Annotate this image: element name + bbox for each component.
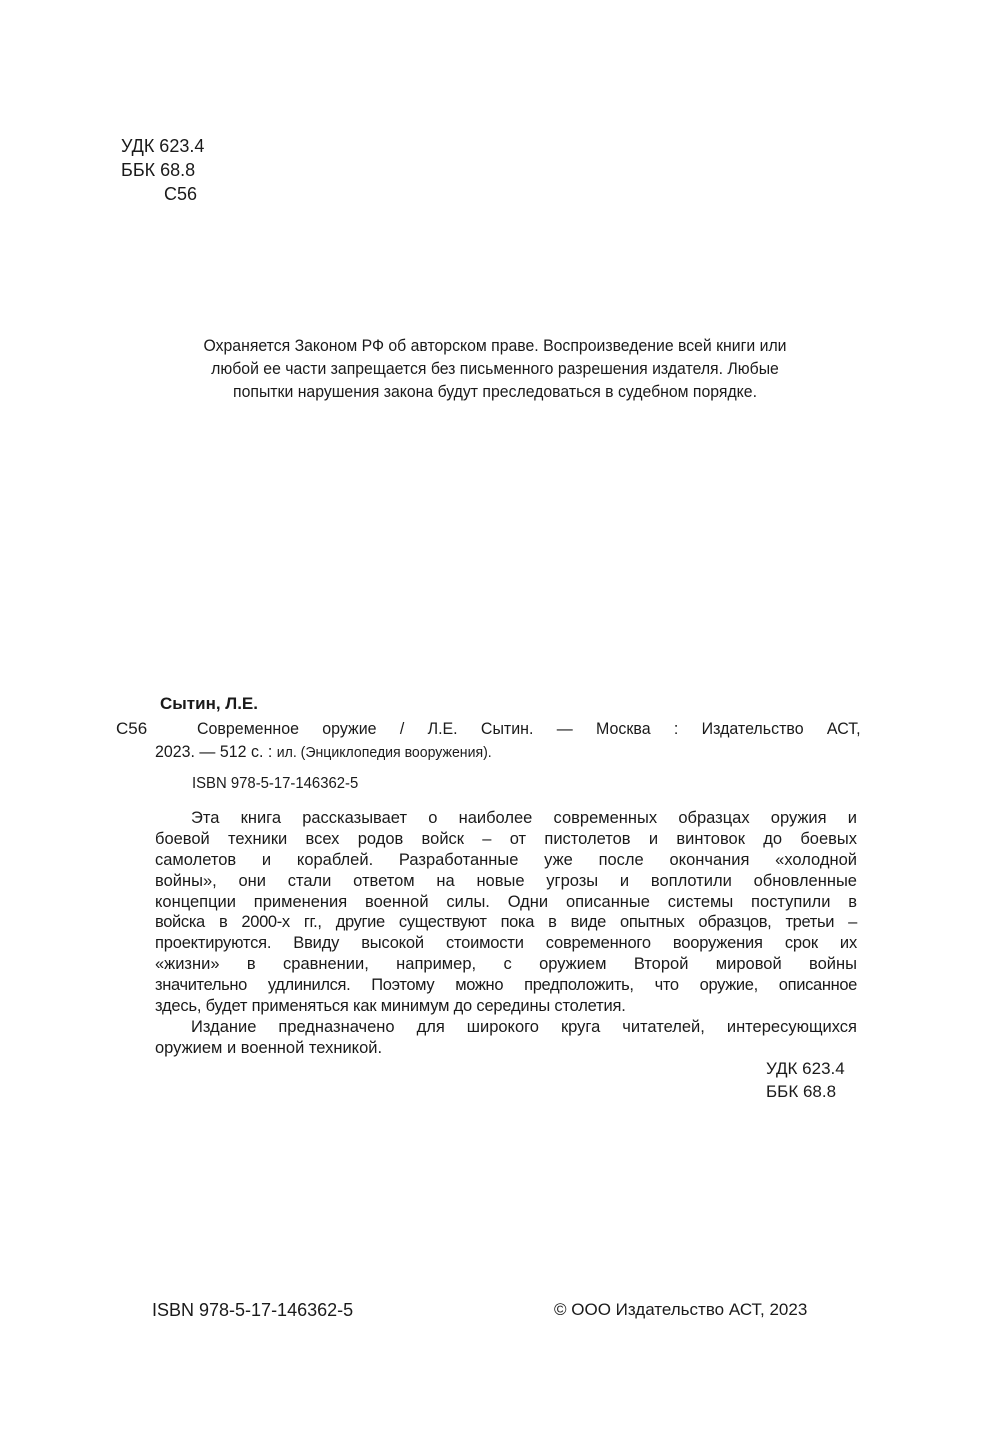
footer-copyright: © ООО Издательство АСТ, 2023	[554, 1300, 808, 1319]
card-author: Сытин, Л.Е.	[160, 694, 258, 713]
card-title-line: Современное оружие / Л.Е. Сытин. — Москва : Издательство АСТ,	[197, 719, 861, 738]
abstract-line: концепции применения военной силы. Одни описанные системы поступили в	[155, 892, 857, 911]
abstract-line: войска в 2000-х гг., другие существуют пока в виде опытных образцов, третьи –	[155, 913, 857, 932]
bbk-code: ББК 68.8	[121, 160, 196, 180]
card-isbn: ISBN 978-5-17-146362-5	[192, 775, 359, 792]
abstract-line: здесь, будет применяться как минимум до середины столетия.	[155, 997, 626, 1016]
author-mark: С56	[164, 184, 198, 204]
abstract-line: самолетов и кораблей. Разработанные уже после окончания «холодной	[155, 850, 857, 869]
notice-line: Охраняется Законом РФ об авторском праве. Воспроизведение всей книги или	[203, 336, 787, 355]
abstract-line: войны», они стали ответом на новые угрозы и воплотили обновленные	[155, 871, 857, 890]
abstract-line: Эта книга рассказывает о наиболее современных образцах оружия и	[191, 809, 857, 827]
notice-line: попытки нарушения закона будут преследоваться в судебном порядке.	[233, 382, 757, 401]
abstract-line: Издание предназначено для широкого круга читателей, интересующихся	[191, 1017, 857, 1036]
card-abstract	[155, 808, 857, 1059]
notice-line: любой ее части запрещается без письменного разрешения издателя. Любые	[211, 359, 779, 378]
abstract-line: значительно удлинился. Поэтому можно предположить, что оружие, описанное	[155, 976, 857, 995]
card-bbk-code: ББК 68.8	[766, 1082, 837, 1101]
footer-isbn: ISBN 978-5-17-146362-5	[152, 1300, 354, 1320]
copyright-notice	[100, 334, 890, 403]
abstract-line: проектируются. Ввиду высокой стоимости современного вооружения срок их	[155, 934, 857, 953]
card-udk-code: УДК 623.4	[766, 1059, 845, 1078]
abstract-line: «жизни» в сравнении, например, с оружием Второй мировой войны	[155, 955, 857, 974]
card-imprint-line	[155, 742, 492, 762]
card-series: ил. (Энциклопедия вооружения).	[276, 744, 492, 761]
abstract-line: боевой техники всех родов войск – от пистолетов и винтовок до боевых	[155, 829, 857, 848]
card-author-mark: С56	[116, 719, 148, 738]
udk-code: УДК 623.4	[121, 136, 205, 156]
abstract-line: оружием и военной техникой.	[155, 1038, 383, 1057]
card-year-pages: 2023. — 512 с. :	[155, 742, 273, 761]
